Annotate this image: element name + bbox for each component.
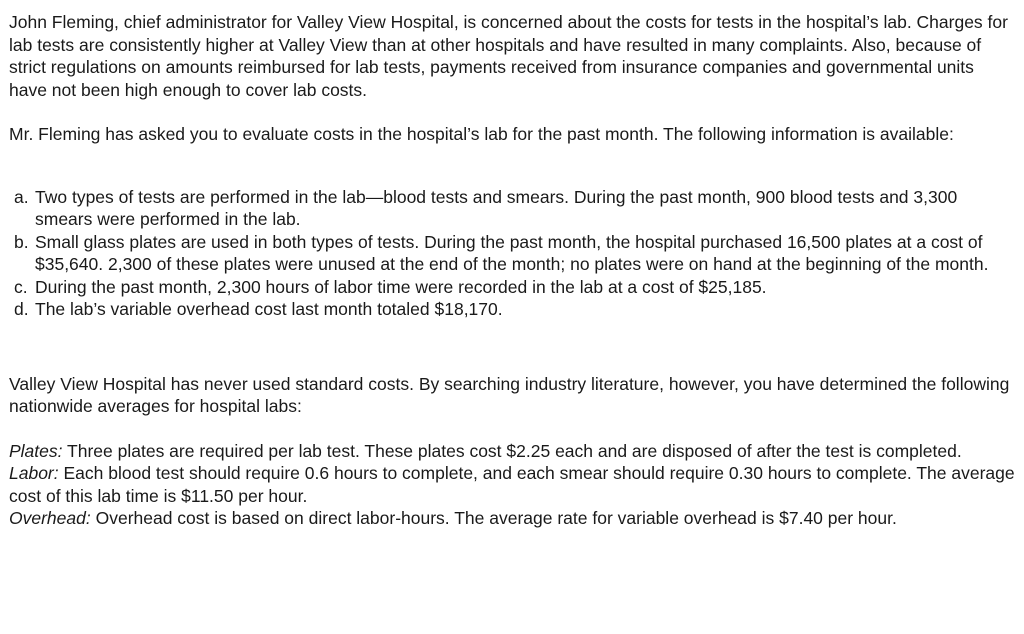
standard-overhead (9, 507, 1015, 530)
standard-text: Each blood test should require 0.6 hours to complete, and each smear should require 0.30 hours to complete. The average cost of this lab time is $11.50 per hour. (9, 463, 1015, 506)
fact-text: During the past month, 2,300 hours of labor time were recorded in the lab at a cost of $25,185. (35, 276, 767, 297)
fact-item-c (9, 276, 1015, 299)
standard-label: Labor: (9, 463, 59, 483)
standard-label: Plates: (9, 440, 63, 461)
standard-plates (9, 440, 1015, 463)
fact-text: Two types of tests are performed in the lab—blood tests and smears. During the past month, 900 blood tests and 3,300 smears were performed in the lab. (35, 186, 958, 229)
fact-marker: d. (14, 299, 29, 319)
standard-text: Overhead cost is based on direct labor-hours. The average rate for variable overhead is $7.40 per hour. (95, 508, 897, 528)
fact-text: Small glass plates are used in both types of tests. During the past month, the hospital purchased 16,500 plates at a cost of $35,640. 2,300 of these plates were unused at the end of the month; no plates were on hand at the beginning of the month. (35, 231, 989, 274)
standard-text: Three plates are required per lab test. These plates cost $2.25 each and are disposed of after the test is completed. (67, 440, 962, 461)
facts-list (9, 186, 1015, 321)
fact-marker: a. (14, 186, 29, 207)
fact-item-d (9, 298, 1015, 321)
fact-marker: b. (14, 231, 29, 252)
problem-text (9, 11, 1015, 530)
fact-item-b (9, 231, 1015, 276)
fact-marker: c. (14, 276, 28, 297)
intro-paragraph: John Fleming, chief administrator for Valley View Hospital, is concerned about the costs for tests in the hospital’s lab. Charges for lab tests are consistently higher at Valley View than at other hospitals and have resulted in many complaints. Also, because of strict regulations on amounts reimbursed for lab tests, payments received from insurance companies and governmental units have not been high enough to cover lab costs. (9, 12, 1008, 100)
fact-text: The lab’s variable overhead cost last month totaled $18,170. (35, 299, 503, 319)
request-paragraph: Mr. Fleming has asked you to evaluate costs in the hospital’s lab for the past month. The following information is available: (9, 124, 954, 144)
standard-label: Overhead: (9, 508, 91, 528)
standard-labor (9, 462, 1015, 507)
fact-item-a (9, 186, 1015, 231)
standards-intro-paragraph: Valley View Hospital has never used standard costs. By searching industry literature, however, you have determined the following nationwide averages for hospital labs: (9, 373, 1010, 416)
